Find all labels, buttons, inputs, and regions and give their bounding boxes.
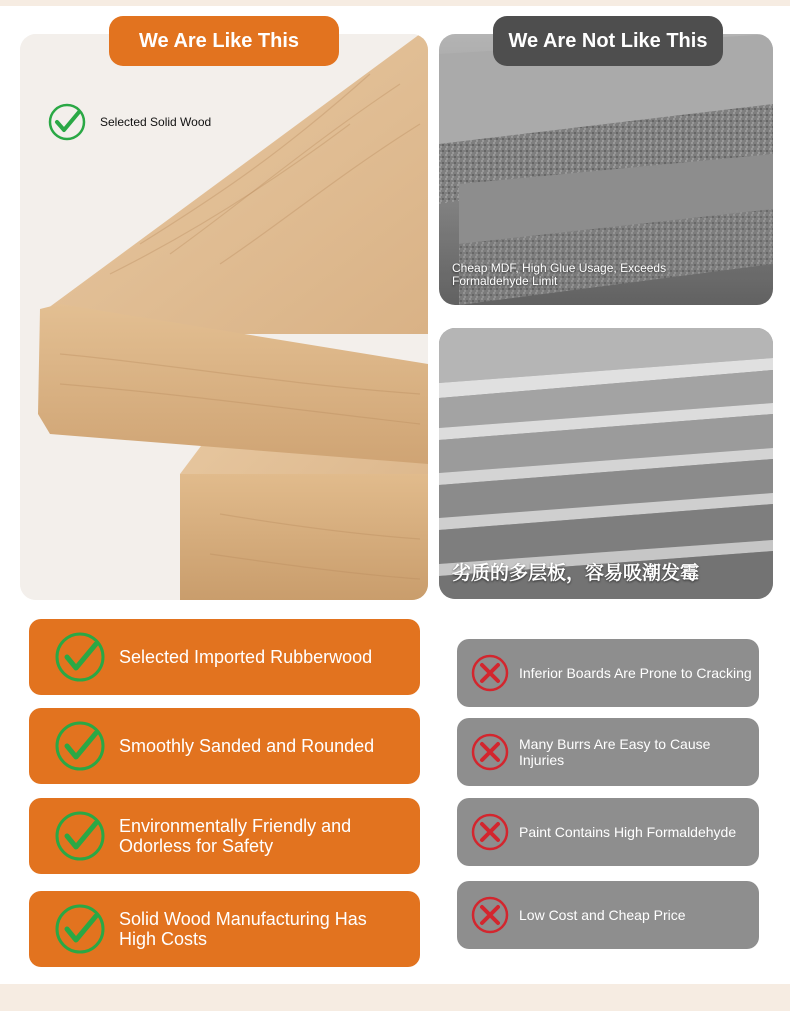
pro-item xyxy=(29,891,420,967)
like-label: We Are Like This xyxy=(139,30,300,52)
con-text: Inferior Boards Are Prone to Cracking xyxy=(519,665,752,681)
pro-item xyxy=(29,619,420,695)
pro-text: Selected Imported Rubberwood xyxy=(119,647,373,667)
pro-item xyxy=(29,798,420,874)
pro-item xyxy=(29,708,420,784)
con-text: Many Burrs Are Easy to Cause Injuries xyxy=(519,736,711,768)
green-check-icon xyxy=(54,810,106,862)
red-x-icon xyxy=(471,654,509,692)
mdf-caption: Cheap MDF, High Glue Usage, Exceeds Formaldehyde Limit xyxy=(452,261,667,288)
we-are-not-like-this-badge xyxy=(493,16,723,66)
plywood-board-photo xyxy=(439,328,773,599)
not-like-label: We Are Not Like This xyxy=(508,29,708,52)
con-item xyxy=(457,639,759,707)
pro-text: Environmentally Friendly and Odorless for Safety xyxy=(119,816,352,856)
con-item xyxy=(457,798,759,866)
con-text: Paint Contains High Formaldehyde xyxy=(519,824,737,840)
green-check-icon xyxy=(54,631,106,683)
selected-solid-wood-label: Selected Solid Wood xyxy=(100,115,212,129)
green-check-icon xyxy=(48,103,86,141)
con-item xyxy=(457,881,759,949)
pro-text: Smoothly Sanded and Rounded xyxy=(119,736,375,756)
green-check-icon xyxy=(54,720,106,772)
red-x-icon xyxy=(471,896,509,934)
con-item xyxy=(457,718,759,786)
con-text: Low Cost and Cheap Price xyxy=(519,907,686,923)
plywood-caption: 劣质的多层板，容易吸潮发霉 xyxy=(452,562,700,584)
green-check-icon xyxy=(54,903,106,955)
red-x-icon xyxy=(471,733,509,771)
red-x-icon xyxy=(471,813,509,851)
we-are-like-this-badge xyxy=(109,16,339,66)
selected-solid-wood-tag xyxy=(48,103,211,141)
mdf-board-photo xyxy=(439,34,773,305)
pro-text: Solid Wood Manufacturing Has High Costs xyxy=(119,909,367,949)
